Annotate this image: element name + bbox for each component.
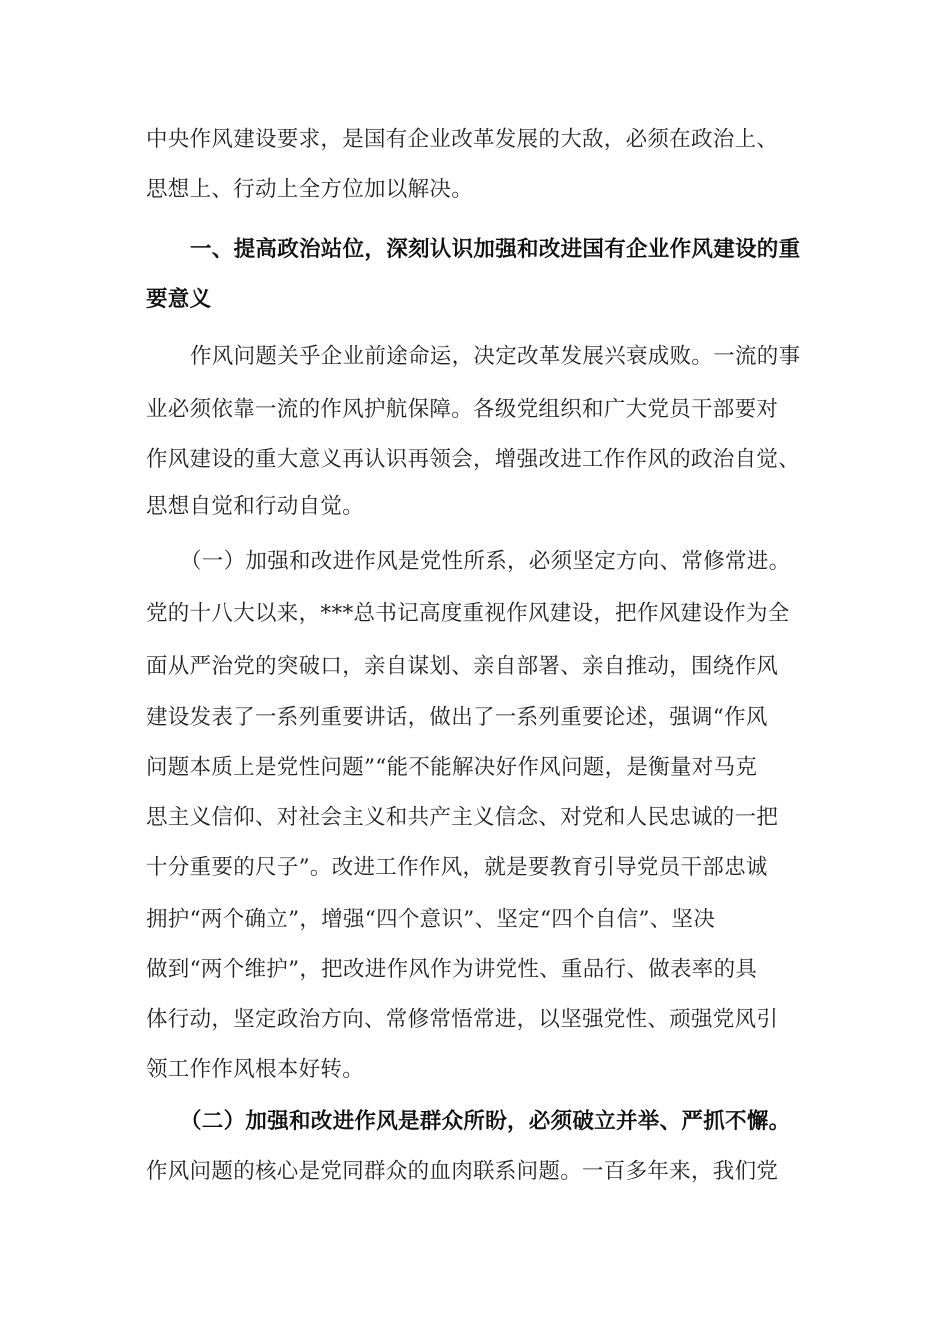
- body-text-line: 十分重要的尺子”。改进工作作风，就是要教育引导党员干部忠诚: [146, 855, 768, 880]
- body-text-line: 体行动，坚定政治方向、常修常悟常进，以坚强党性、顽强党风引: [146, 1007, 779, 1032]
- body-text-line: 做到“两个维护”，把改进作风作为讲党性、重品行、做表率的具: [146, 957, 758, 982]
- subsection-heading: （一）加强和改进作风是党性所系，必须坚定方向、常修常进。: [180, 549, 791, 574]
- body-text-line: 拥护“两个确立”，增强“四个意识”、坚定“四个自信”、坚决: [146, 907, 716, 932]
- body-text-line: 问题本质上是党性问题”“能不能解决好作风问题，是衡量对马克: [146, 755, 758, 780]
- subsection-heading: （二）加强和改进作风是群众所盼，必须破立并举、严抓不懈。: [180, 1109, 791, 1134]
- body-text-line: 思主义信仰、对社会主义和共产主义信念、对党和人民忠诚的一把: [146, 805, 779, 830]
- body-text-line: 领工作作风根本好转。: [146, 1057, 365, 1082]
- body-text-line: 建设发表了一系列重要讲话，做出了一系列重要论述，强调“作风: [146, 705, 768, 730]
- body-text-line: 作风问题的核心是党同群众的血肉联系问题。一百多年来，我们党: [146, 1159, 779, 1184]
- body-text-line: 作风建设的重大意义再认识再领会，增强改进工作作风的政治自觉、: [146, 447, 801, 472]
- body-text-line: 思想上、行动上全方位加以解决。: [146, 177, 474, 202]
- body-text-line: 业必须依靠一流的作风护航保障。各级党组织和广大党员干部要对: [146, 397, 779, 422]
- section-heading: 一、提高政治站位，深刻认识加强和改进国有企业作风建设的重: [190, 237, 801, 262]
- body-text-line: 中央作风建设要求，是国有企业改革发展的大敌，必须在政治上、: [146, 127, 779, 152]
- body-text-line: 作风问题关乎企业前途命运，决定改革发展兴衰成败。一流的事: [190, 344, 801, 369]
- body-text-line: 思想自觉和行动自觉。: [146, 494, 365, 519]
- section-heading: 要意义: [146, 287, 212, 312]
- body-text-line: 面从严治党的突破口，亲自谋划、亲自部署、亲自推动，围绕作风: [146, 654, 779, 679]
- body-text-line: 党的十八大以来，***总书记高度重视作风建设，把作风建设作为全: [146, 601, 790, 626]
